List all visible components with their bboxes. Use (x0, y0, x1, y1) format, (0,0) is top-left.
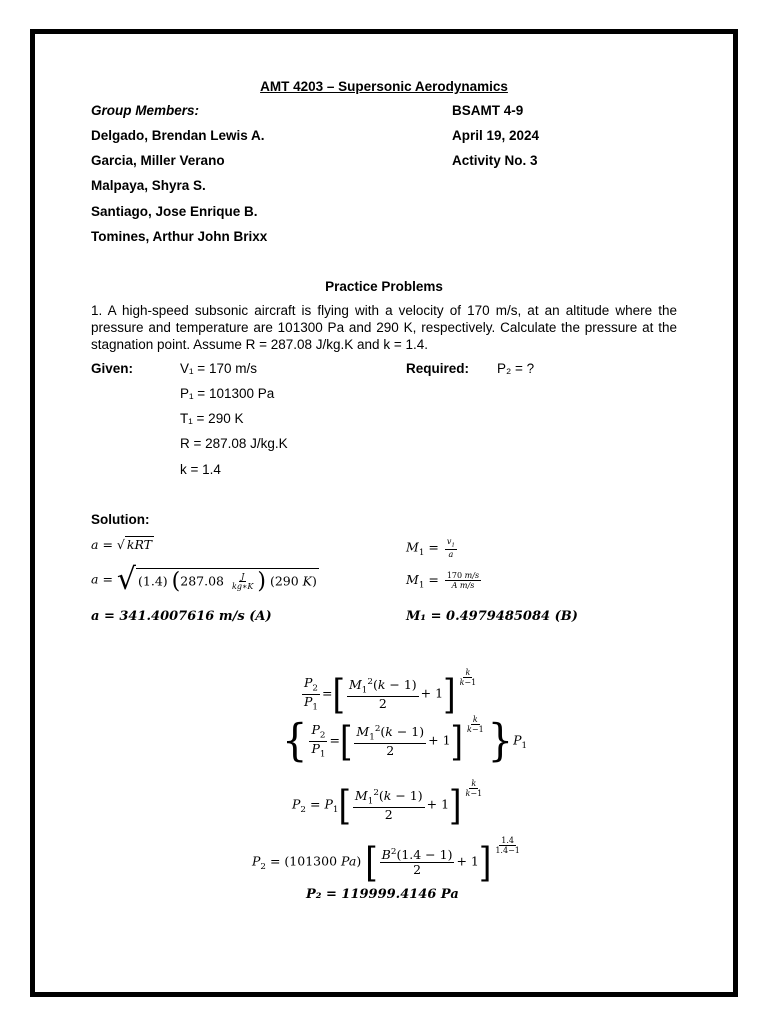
equation-mach: $M_1$ = $\frac{v_1}{a}$ (406, 537, 455, 560)
equation-mach-substituted: $M_1$ = $\frac{170 m/s}{\text{A m/s}}$ (406, 571, 480, 591)
given-velocity: V₁ = 170 m/s (180, 361, 257, 376)
activity-label: Activity No. 3 (452, 153, 538, 168)
member-2: Garcia, Miller Verano (91, 153, 225, 168)
final-result: P₂ = 119999.4146 Pa (306, 887, 459, 902)
given-pressure: P₁ = 101300 Pa (180, 386, 275, 401)
problem-statement: 1. A high-speed subsonic aircraft is flying with a velocity of 170 m/s, at an altitude where the pressure and temperature are 101300 Pa and 290 K, respectively. Calculate the pressure at the stagnation point. Assume R = 287.08 J/kg.K and k = 1.4. (91, 303, 677, 352)
section-label: BSAMT 4-9 (452, 103, 524, 118)
equation-pressure-ratio: $\frac{P_2}{P_1}$ =[ $\frac{M_1^2(k - 1)}{2}$ + 1] $\frac{k}{k-1}$ (304, 668, 477, 718)
given-gas-constant: R = 287.08 J/kg.K (180, 436, 288, 451)
result-a: a = 341.4007616 m/s (A) (91, 609, 272, 624)
date-label: April 19, 2024 (452, 128, 540, 143)
section-title: Practice Problems (325, 279, 443, 294)
course-title: AMT 4203 – Supersonic Aerodynamics (260, 79, 508, 94)
required-label: Required: (406, 361, 470, 376)
given-label: Given: (91, 361, 134, 376)
equation-speed-of-sound: a = √ kRT (91, 537, 152, 552)
result-mach: M₁ = 0.4979485084 (B) (406, 609, 578, 624)
given-k: k = 1.4 (180, 462, 221, 477)
equation-speed-substituted: a = √ (1.4) (287.08 $\frac{J}{kg∗K}$ ) (290 K) (91, 562, 317, 597)
member-4: Santiago, Jose Enrique B. (91, 204, 258, 219)
member-5: Tomines, Arthur John Brixx (91, 229, 268, 244)
equation-stagnation-pressure: $P_2 = P_1$[ $\frac{M_1^2(k - 1)}{2}$ + 1] $\frac{k}{k-1}$ (292, 779, 483, 829)
group-members-label: Group Members: (91, 103, 200, 118)
solution-label: Solution: (91, 512, 150, 527)
member-1: Delgado, Brendan Lewis A. (91, 128, 265, 143)
given-temperature: T₁ = 290 K (180, 411, 244, 426)
equation-stagnation-substituted: $P_2 = (101300$ Pa) [ $\frac{B^2(1.4 - 1)}{2}$ + 1] $\frac{1.4}{1.4-1}$ (252, 836, 520, 886)
member-3: Malpaya, Shyra S. (91, 178, 206, 193)
required-value: P₂ = ? (497, 361, 535, 376)
equation-pressure-ratio-multiplied: { $\frac{P_2}{P_1}$ =[ $\frac{M_1^2(k - 1)}{2}$ + 1] $\frac{k}{k-1}$ }$P_1$ (282, 715, 528, 767)
